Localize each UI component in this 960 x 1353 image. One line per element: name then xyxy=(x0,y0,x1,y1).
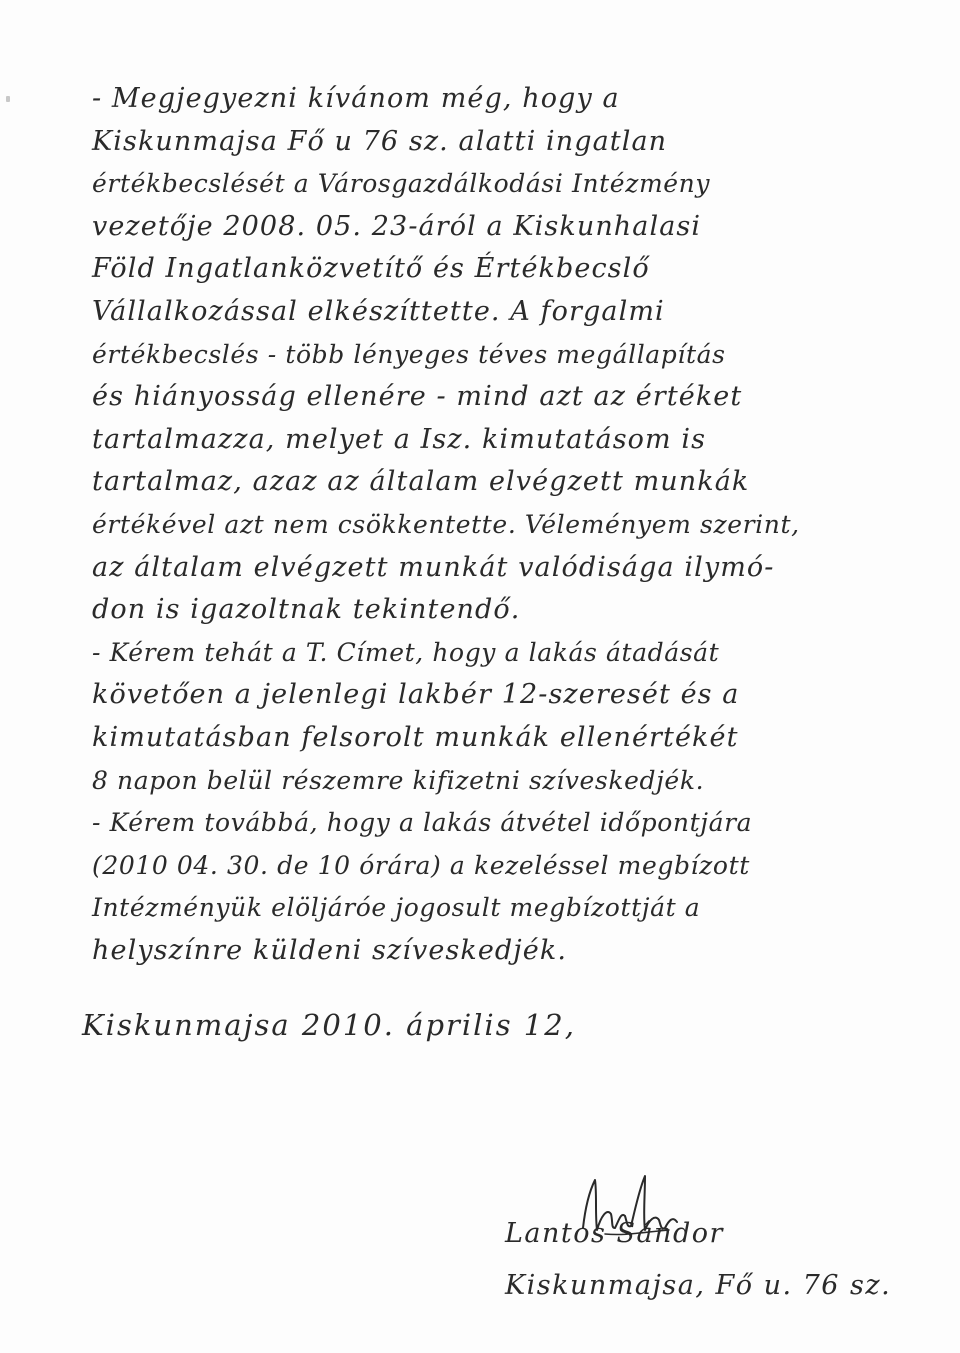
letter-line: Intézményük elöljáróe jogosult megbízottját a xyxy=(92,893,701,923)
letter-line: értékbecslését a Városgazdálkodási Intézmény xyxy=(92,169,711,199)
letter-date: Kiskunmajsa 2010. április 12, xyxy=(82,1008,576,1042)
letter-line: (2010 04. 30. de 10 órára) a kezeléssel megbízott xyxy=(92,850,750,880)
letter-line: Föld Ingatlanközvetítő és Értékbecslő xyxy=(92,253,650,285)
signatory-name: Lantos Sándor xyxy=(505,1218,724,1249)
letter-line: Kiskunmajsa Fő u 76 sz. alatti ingatlan xyxy=(92,125,668,157)
letter-line: - Kérem tehát a T. Címet, hogy a lakás átadását xyxy=(92,637,720,667)
letter-line: értékbecslés - több lényeges téves megállapítás xyxy=(92,339,726,369)
letter-line: - Megjegyezni kívánom még, hogy a xyxy=(92,83,620,114)
letter-line: don is igazoltnak tekintendő. xyxy=(92,594,521,626)
letter-line: értékével azt nem csökkentette. Véleményem szerint, xyxy=(92,509,800,539)
letter-line: követően a jelenlegi lakbér 12-szeresét és a xyxy=(92,679,740,711)
signatory-address: Kiskunmajsa, Fő u. 76 sz. xyxy=(505,1270,892,1301)
letter-line: tartalmaz, azaz az általam elvégzett munkák xyxy=(92,466,750,498)
letter-line: helyszínre küldeni szíveskedjék. xyxy=(92,934,568,966)
letter-line: vezetője 2008. 05. 23-áról a Kiskunhalasi xyxy=(92,210,702,242)
signature-block xyxy=(505,1170,925,1320)
letter-line: és hiányosság ellenére - mind azt az értéket xyxy=(92,381,743,413)
letter-line: kimutatásban felsorolt munkák ellenértékét xyxy=(92,721,739,753)
letter-line: tartalmazza, melyet a Isz. kimutatásom is xyxy=(92,423,707,455)
letter-line: - Kérem továbbá, hogy a lakás átvétel időpontjára xyxy=(92,808,753,838)
letter-line: Vállalkozással elkészíttette. A forgalmi xyxy=(92,295,665,327)
scan-artifact-mark xyxy=(6,96,10,102)
letter-line: 8 napon belül részemre kifizetni szíveskedjék. xyxy=(92,765,705,795)
letter-line: az általam elvégzett munkát valódisága ilymó- xyxy=(92,551,775,583)
letter-body xyxy=(92,78,942,972)
